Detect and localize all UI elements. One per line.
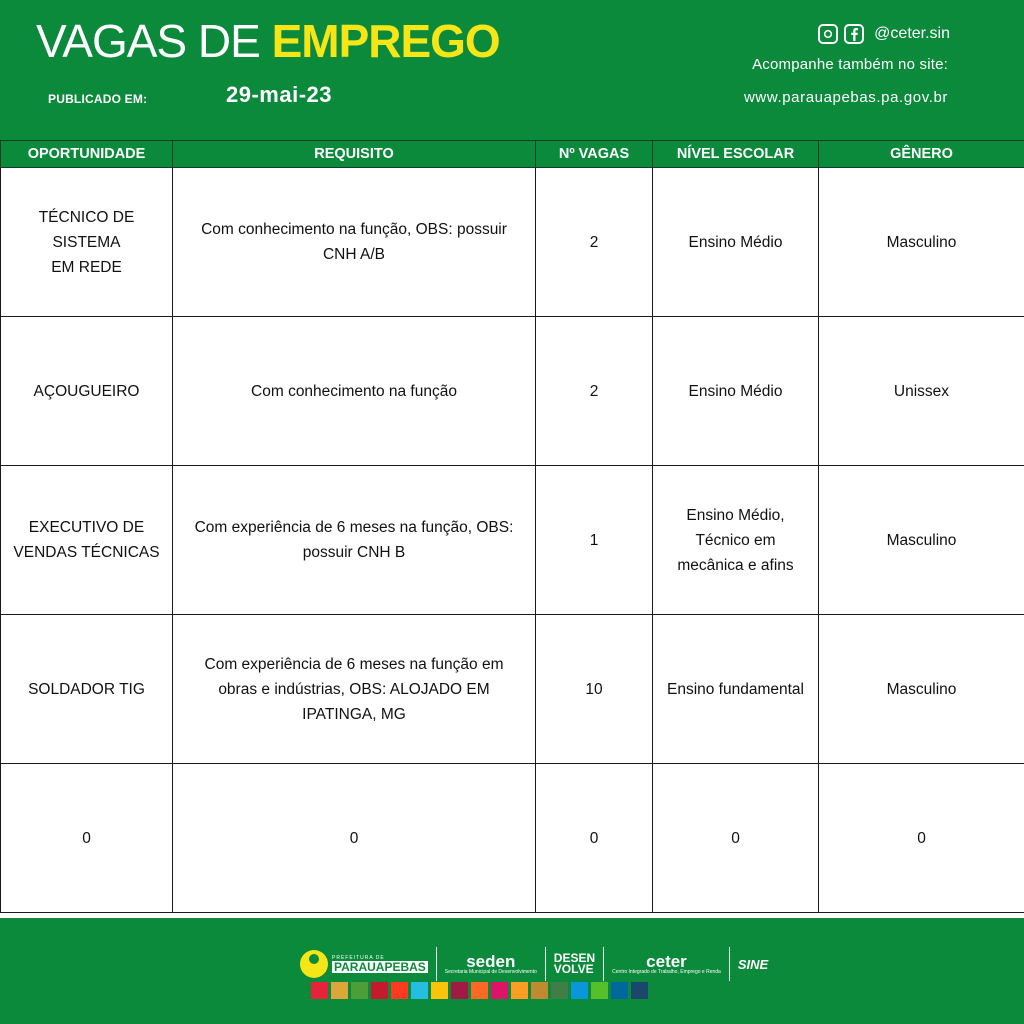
published-label: PUBLICADO EM: [48, 92, 148, 106]
cell-oportunidade [1, 764, 173, 913]
cell-requisito [173, 764, 536, 913]
ods-goal-icon [351, 982, 368, 999]
header-oportunidade: OPORTUNIDADE [1, 141, 173, 168]
cell-vagas: 1 [536, 466, 653, 615]
site-url-link[interactable]: www.parauapebas.pa.gov.br [743, 89, 948, 106]
table-row [1, 168, 1024, 317]
prefeitura-text [332, 956, 428, 973]
title-part-vagas-de: VAGAS DE [36, 15, 260, 67]
logo-divider [603, 947, 604, 981]
cell-requisito [173, 317, 536, 466]
cell-vagas: 10 [536, 615, 653, 764]
site-prompt: Acompanhe também no site: [752, 56, 948, 73]
cell-line: possuir CNH B [302, 544, 406, 561]
header-vagas: Nº VAGAS [536, 141, 653, 168]
cell-requisito [173, 168, 536, 317]
cell-line: 0 [731, 829, 740, 847]
cell-genero: Masculino [819, 168, 1024, 317]
cell-line: Ensino fundamental [666, 680, 804, 698]
cell-line: Com experiência de 6 meses na função, OBS: [194, 519, 514, 536]
cell-line: TÉCNICO DE SISTEMA [38, 208, 135, 251]
seden-name: seden [466, 952, 516, 971]
desenvolve-line: VOLVE [553, 962, 594, 976]
jobs-table-container [0, 140, 1024, 913]
cell-line: mecânica e afins [677, 556, 794, 574]
prefeitura-small-text: PREFEITURA DE [332, 954, 385, 961]
ods-goal-icon [531, 982, 548, 999]
cell-line: IPATINGA, MG [302, 705, 406, 723]
title-part-emprego: EMPREGO [271, 15, 500, 67]
social-links [818, 22, 950, 46]
cell-oportunidade [1, 615, 173, 764]
ods-icons-strip [311, 982, 648, 999]
cell-genero: Unissex [819, 317, 1024, 466]
cell-line: Com experiência de 6 meses na função em [204, 655, 504, 673]
cell-line: EXECUTIVO DE [28, 519, 145, 536]
cell-requisito [173, 466, 536, 615]
ods-goal-icon [371, 982, 388, 999]
ceter-name: ceter [646, 952, 687, 971]
cell-genero: 0 [819, 764, 1024, 913]
logo-divider [436, 947, 437, 981]
ods-goal-icon [431, 982, 448, 999]
ods-goal-icon [591, 982, 608, 999]
table-row [1, 615, 1024, 764]
cell-oportunidade [1, 317, 173, 466]
ods-goal-icon [311, 982, 328, 999]
cell-nivel-escolar [653, 615, 819, 764]
table-row [1, 764, 1024, 913]
desenvolve-line: DESEN [553, 951, 596, 966]
cell-line: VENDAS TÉCNICAS [13, 544, 160, 561]
cell-oportunidade [1, 168, 173, 317]
ods-goal-icon [411, 982, 428, 999]
ods-goal-icon [451, 982, 468, 999]
ceter-subtitle: Centro Integrado de Trabalho, Emprego e Renda [612, 969, 721, 975]
cell-vagas: 2 [536, 168, 653, 317]
cell-genero: Masculino [819, 615, 1024, 764]
header-requisito: REQUISITO [173, 141, 536, 168]
cell-nivel-escolar [653, 168, 819, 317]
ods-goal-icon [611, 982, 628, 999]
cell-line: Técnico em [695, 531, 776, 549]
prefeitura-logo [300, 950, 428, 978]
logo-divider [729, 947, 730, 981]
ods-goal-icon [511, 982, 528, 999]
sine-logo: SINE [737, 956, 769, 972]
footer-banner [0, 918, 1024, 1024]
facebook-icon[interactable] [844, 24, 864, 44]
published-date: 29-mai-23 [226, 82, 333, 107]
ods-goal-icon [391, 982, 408, 999]
cell-requisito [173, 615, 536, 764]
header-banner [0, 0, 1024, 140]
prefeitura-emblem-icon [300, 950, 328, 978]
cell-vagas: 0 [536, 764, 653, 913]
partner-logos [300, 940, 768, 988]
cell-line: obras e indústrias, OBS: ALOJADO EM [218, 680, 490, 698]
cell-line: 0 [349, 829, 359, 847]
ods-goal-icon [331, 982, 348, 999]
table-row [1, 317, 1024, 466]
cell-line: 0 [82, 829, 91, 847]
cell-line: AÇOUGUEIRO [33, 382, 140, 400]
ods-goal-icon [551, 982, 568, 999]
ods-goal-icon [631, 982, 648, 999]
cell-line: EM REDE [51, 258, 122, 276]
header-genero: GÊNERO [819, 141, 1024, 168]
ceter-logo [612, 953, 721, 975]
seden-logo [445, 953, 537, 975]
cell-oportunidade [1, 466, 173, 615]
desenvolve-logo [554, 953, 595, 975]
table-header-row [1, 141, 1024, 168]
social-handle[interactable]: @ceter.sin [874, 25, 950, 42]
cell-nivel-escolar [653, 466, 819, 615]
cell-line: Ensino Médio [688, 233, 783, 251]
logo-divider [545, 947, 546, 981]
page-title [36, 15, 500, 67]
ods-goal-icon [471, 982, 488, 999]
cell-genero: Masculino [819, 466, 1024, 615]
cell-line: Ensino Médio [688, 382, 783, 400]
prefeitura-name: PARAUAPEBAS [334, 959, 426, 974]
header-nivel-escolar: NÍVEL ESCOLAR [653, 141, 819, 168]
seden-subtitle: Secretaria Municipal de Desenvolvimento [444, 969, 537, 975]
instagram-icon[interactable] [818, 24, 838, 44]
cell-line: CNH A/B [322, 246, 385, 263]
cell-line: Com conhecimento na função, OBS: possuir [201, 221, 507, 238]
cell-vagas: 2 [536, 317, 653, 466]
ods-goal-icon [491, 982, 508, 999]
cell-line: SOLDADOR TIG [28, 680, 145, 698]
cell-line: Com conhecimento na função [251, 382, 457, 400]
jobs-table [0, 140, 1024, 913]
cell-nivel-escolar [653, 317, 819, 466]
cell-line: Ensino Médio, [686, 506, 785, 524]
table-row [1, 466, 1024, 615]
cell-nivel-escolar [653, 764, 819, 913]
ods-goal-icon [571, 982, 588, 999]
